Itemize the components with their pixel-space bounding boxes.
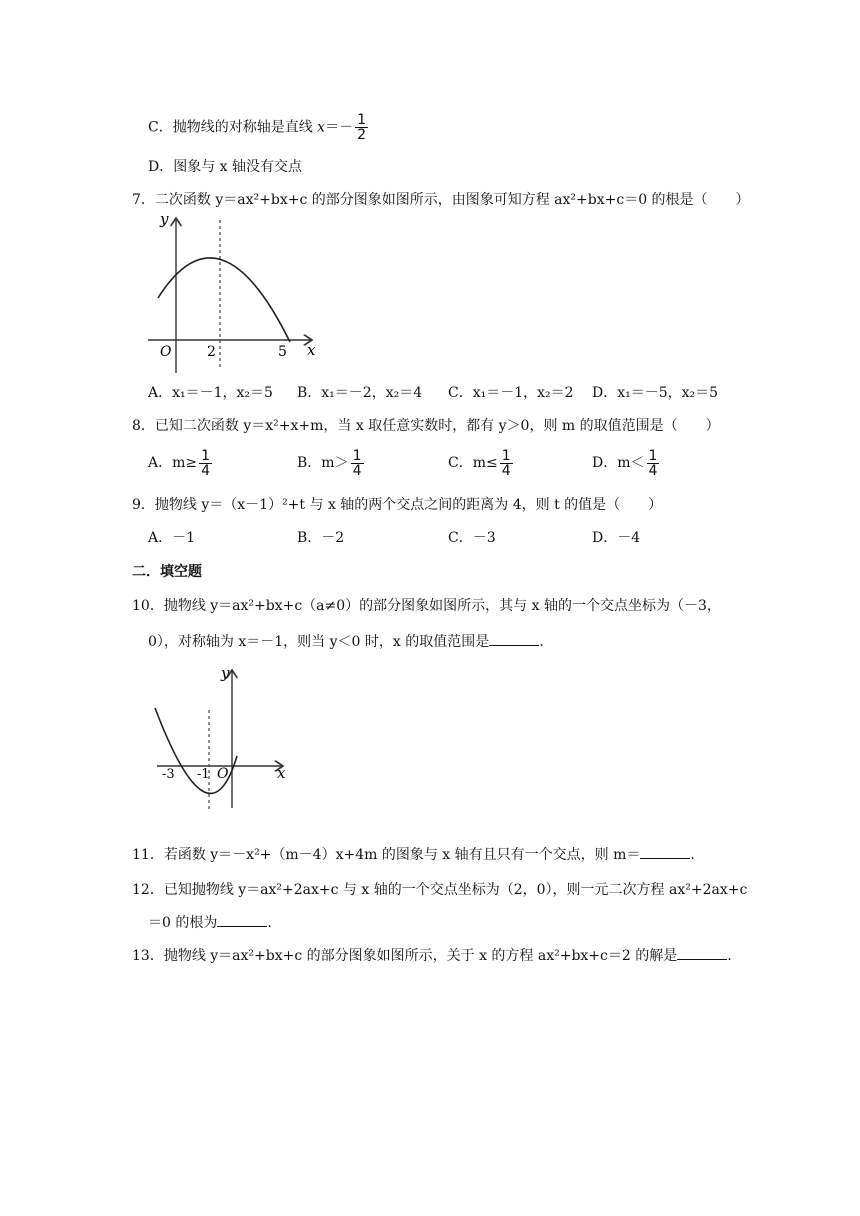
fraction: $\frac{1}{4}$ [648, 447, 658, 479]
x-axis-label: x [277, 764, 286, 782]
fraction: $\frac{1}{4}$ [501, 447, 511, 479]
q9-option-c: C．－3 [448, 530, 496, 546]
parabola [158, 258, 290, 342]
q7-option-d: D．x₁＝－5，x₂＝5 [592, 385, 719, 401]
q9-option-a: A．－1 [148, 530, 196, 546]
tick-2: 2 [207, 344, 216, 360]
answer-blank[interactable] [640, 846, 690, 859]
q10-line2: 0），对称轴为 x＝－1，则当 y＜0 时，x 的取值范围是 . [148, 634, 544, 650]
section-title: 二．填空题 [132, 564, 202, 580]
q7-option-a: A．x₁＝－1，x₂＝5 [148, 385, 273, 401]
fraction: $\frac{1}{2}$ [357, 112, 366, 143]
answer-blank[interactable] [489, 633, 539, 646]
q12-line2: ＝0 的根为 . [148, 915, 272, 931]
x-axis-label: x [307, 341, 316, 359]
tick-minus-1: -1 [197, 767, 210, 782]
q8-stem: 8．已知二次函数 y＝x²+x+m，当 x 取任意实数时，都有 y＞0，则 m 的取值范围是（ ） [132, 418, 720, 434]
origin-label: O [217, 766, 229, 782]
q10-line1: 10．抛物线 y＝ax²+bx+c（a≠0）的部分图象如图所示，其与 x 轴的一个交点坐标为（－3， [132, 598, 721, 614]
q9-option-b: B．－2 [297, 530, 345, 546]
q8-option-c: C．m≤ $\frac{1}{4}$ [448, 447, 511, 479]
q8-option-a: A．m≥ $\frac{1}{4}$ [148, 447, 211, 479]
tick-minus-3: -3 [162, 767, 175, 782]
q7-graph [140, 210, 340, 380]
y-axis-label: y [160, 210, 169, 228]
q6-option-c: C．抛物线的对称轴是直线 x＝－ $\frac{1}{2}$ [148, 112, 366, 143]
q6-option-d: D．图象与 x 轴没有交点 [148, 159, 303, 175]
q9-stem: 9．抛物线 y＝（x－1）²+t 与 x 轴的两个交点之间的距离为 4，则 t 的值是（ ） [132, 497, 663, 513]
q8-option-d: D．m＜ $\frac{1}{4}$ [592, 447, 658, 479]
answer-blank[interactable] [217, 914, 267, 927]
q13: 13．抛物线 y＝ax²+bx+c 的部分图象如图所示，关于 x 的方程 ax²+bx+c＝2 的解是 . [132, 948, 732, 964]
q11: 11．若函数 y＝－x²+（m－4）x+4m 的图象与 x 轴有且只有一个交点，则 m＝ . [132, 847, 695, 863]
q7-option-b: B．x₁＝－2，x₂＝4 [297, 385, 423, 401]
y-axis-label: y [221, 664, 230, 682]
fraction: $\frac{1}{4}$ [201, 447, 211, 479]
q7-stem: 7．二次函数 y＝ax²+bx+c 的部分图象如图所示，由图象可知方程 ax²+bx+c＝0 的根是（ ） [132, 192, 750, 208]
answer-blank[interactable] [677, 947, 727, 960]
q10-graph [145, 660, 305, 820]
origin-label: O [160, 344, 172, 360]
tick-5: 5 [278, 344, 287, 360]
q9-option-d: D．－4 [592, 530, 641, 546]
q8-option-b: B．m＞ $\frac{1}{4}$ [297, 447, 362, 479]
q12-line1: 12．已知抛物线 y＝ax²+2ax+c 与 x 轴的一个交点坐标为（2，0），则一元二次方程 ax²+2ax+c [132, 882, 748, 898]
q7-option-c: C．x₁＝－1，x₂＝2 [448, 385, 574, 401]
q6-option-c-text: C．抛物线的对称轴是直线 [148, 119, 318, 136]
fraction: $\frac{1}{4}$ [352, 447, 362, 479]
